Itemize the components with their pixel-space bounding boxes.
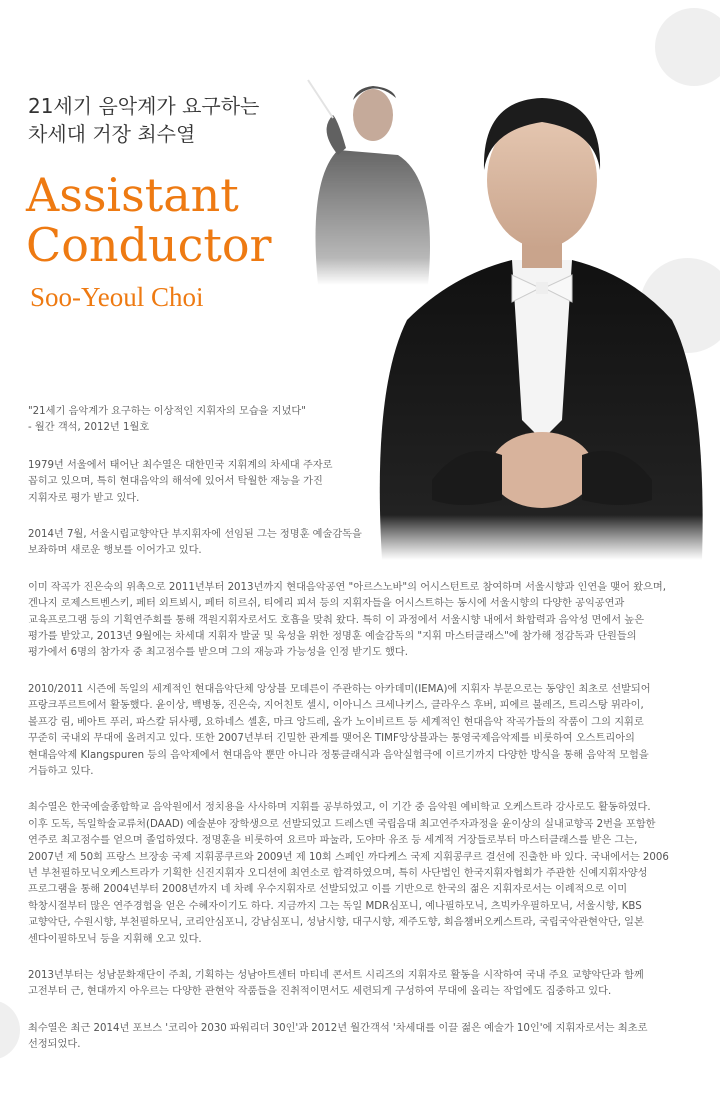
title-line-1: Assistant bbox=[26, 168, 239, 222]
headline-line-1: 21세기 음악계가 요구하는 bbox=[28, 94, 260, 118]
biography bbox=[28, 404, 690, 1074]
bio-paragraph: 2010/2011 시즌에 독일의 세계적인 현대음악단체 앙상블 모데른이 주관하는 아카데미(IEMA)에 지휘자 부문으로는 동양인 최초로 선발되어 프랑크푸르트에서 활동했다. 윤이상, 백병동, 진은숙, 지어친토 셀시, 이아니스 크세나키스, 클라우스 후버, 피에르 불레즈, 트리스탕 뮈라이, 볼프강 림, 베아트 푸러, 파스칼 뒤사펭, 요하네스 셸혼, 마크 앙드레, 올가 노이비르트 등 세계적인 현대음악 작곡가들의 작품이 그의 지휘로 꾸준히 국내외 무대에 올려지고 있다. 또한 2007년부터 긴밀한 관계를 맺어온 TIMF앙상블과는 통영국제음악제를 비롯하여 오스트리아의 현대음악제 Klangspuren 등의 음악제에서 현대음악 뿐만 아니라 정통클래식과 음악실험극에 이르기까지 다양한 방식을 통해 음악적 모험을 거듭하고 있다. bbox=[28, 683, 651, 777]
press-quote: "21세기 음악계가 요구하는 이상적인 지휘자의 모습을 지녔다" - 월간 객석, 2012년 1월호 bbox=[28, 406, 306, 434]
bio-paragraph: 1979년 서울에서 태어난 최수열은 대한민국 지휘계의 차세대 주자로 꼽히고 있으며, 특히 현대음악의 해석에 있어서 탁월한 재능을 가진 지휘자로 평가 받고 있다. bbox=[28, 459, 333, 504]
bio-paragraph: 최수열은 한국예술종합학교 음악원에서 정치용을 사사하며 지휘를 공부하였고, 이 기간 중 음악원 예비학교 오케스트라 강사로도 활동하였다. 이후 도독, 독일학술교류처(DAAD) 예술분야 장학생으로 선발되었고 드레스덴 국립음대 최고연주자과정을 윤이상의 실내교향곡 2번을 포함한 연주로 최고점수를 얻으며 졸업하였다. 정명훈을 비롯하여 요르마 파눌라, 도야마 유조 등 세계적 거장들로부터 마스터클래스를 받은 그는, 2007년 제 50회 프랑스 브장송 국제 지휘콩쿠르와 2009년 제 10회 스페인 까다케스 국제 지휘콩쿠르 결선에 진출한 바 있다. 국내에서는 2006 년 부천필하모닉오케스트라가 기획한 신진지휘자 오디션에 최연소로 합격하였으며, 특히 사단법인 한국지휘자협회가 주관한 신예지휘자양성 프로그램을 통해 2004년부터 2008년까지 네 차례 우수지휘자로 선발되었고 이를 기반으로 한국의 젊은 지휘자로서는 이례적으로 이미 학창시절부터 많은 연주경험을 얻은 수혜자이기도 하다. 지금까지 그는 독일 MDR심포니, 예나필하모닉, 츠빅카우필하모닉, 서울시향, KBS 교향악단, 수원시향, 부천필하모닉, 코리안심포니, 강남심포니, 성남시향, 대구시향, 제주도향, 회음챔버오케스트라, 국립국악관현악단, 일본 센다이필하모닉 등을 지휘해 오고 있다. bbox=[28, 802, 669, 945]
conductor-name: Soo-Yeoul Choi bbox=[30, 282, 204, 312]
bio-paragraph: 2014년 7월, 서울시립교향악단 부지휘자에 선임된 그는 정명훈 예술감독을 보좌하며 새로운 행보를 이어가고 있다. bbox=[28, 529, 362, 557]
title-line-2: Conductor bbox=[26, 218, 272, 272]
korean-headline bbox=[28, 92, 259, 148]
decorative-circle bbox=[0, 1000, 20, 1060]
headline-line-2: 차세대 거장 최수열 bbox=[28, 122, 196, 146]
page-title bbox=[26, 170, 272, 270]
bio-paragraph: 최수열은 최근 2014년 포브스 '코리아 2030 파워리더 30인'과 2012년 월간객석 '차세대를 이끌 젊은 예술가 10인'에 지휘자로서는 최초로 선정되었다. bbox=[28, 1022, 648, 1051]
bio-paragraph: 이미 작곡가 진은숙의 위촉으로 2011년부터 2013년까지 현대음악공연 "아르스노바"의 어시스턴트로 참여하며 서울시향과 인연을 맺어 왔으며, 겐나지 로제스트벤스키, 페터 외트뵈시, 페터 히르쉬, 티에리 피셔 등의 지휘자들을 어시스트하는 동시에 서울시향의 다양한 공익공연과 교육프로그램 등의 기획연주회를 통해 객원지휘자로서도 호흡을 맞춰 왔다. 특히 이 과정에서 서울시향 내에서 화합력과 음악성 면에서 높은 평가를 받았고, 2013년 9월에는 차세대 지휘자 발굴 및 육성을 위한 정명훈 예술감독의 "지휘 마스터클래스"에 참가해 정감독과 단원들의 평가에서 6명의 참가자 중 최고점수를 받으며 그의 재능과 가능성을 인정 받기도 했다. bbox=[28, 581, 666, 659]
bio-paragraph: 2013년부터는 성남문화재단이 주최, 기획하는 성남아트센터 마티네 콘서트 시리즈의 지휘자로 활동을 시작하여 국내 주요 교향악단과 함께 고전부터 근, 현대까지 아우르는 다양한 관현악 작품들을 진취적이면서도 세련되게 구성하여 무대에 올리는 작업에도 집중하고 있다. bbox=[28, 969, 644, 998]
